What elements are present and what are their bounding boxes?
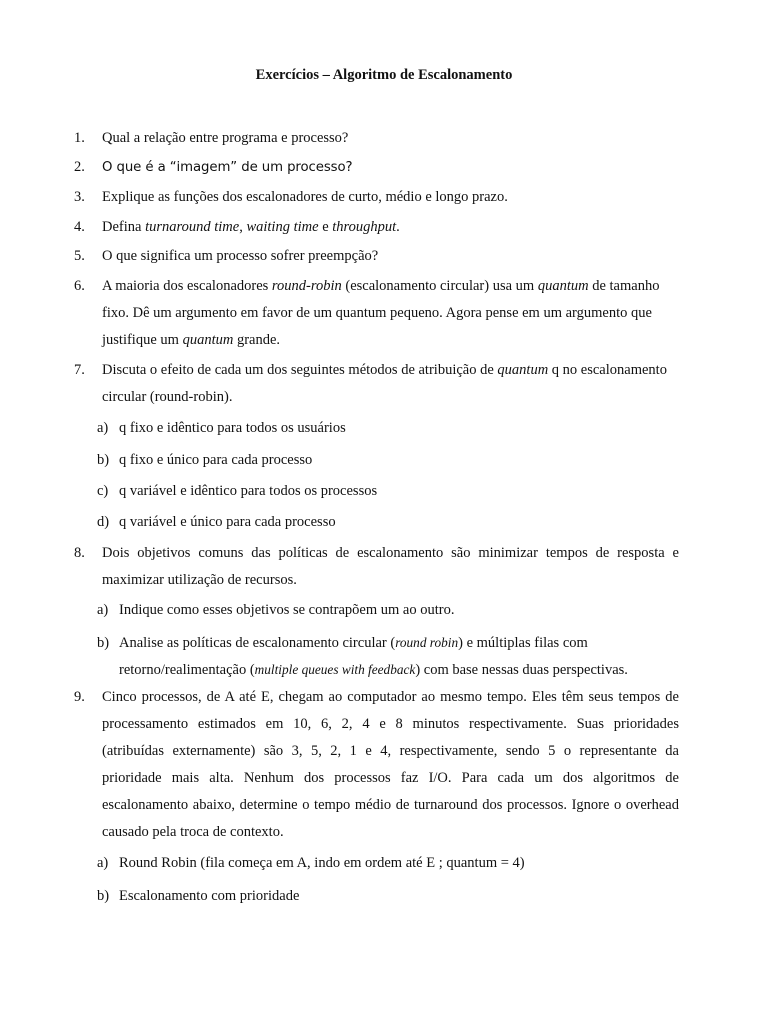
term-throughput: throughput [332,219,397,235]
question-6-number: 6. [74,278,85,294]
question-8-item-b-line-2 [119,662,628,679]
question-7-item-b-mark: b) [97,452,110,468]
question-7-item-d-text: q variável e único para cada processo [119,514,336,530]
question-9-item-a-mark: a) [97,855,109,871]
question-7-item-b-text: q fixo e único para cada processo [119,452,313,468]
question-5-number: 5. [74,248,85,264]
question-5-text: O que significa um processo sofrer preempção? [102,248,379,264]
question-8-line-2: maximizar utilização de recursos. [102,572,297,588]
question-2-number: 2. [74,159,85,175]
term-round-robin: round robin [395,635,459,650]
document-title: Exercícios – Algoritmo de Escalonamento [255,67,513,83]
question-7-item-a-text: q fixo e idêntico para todos os usuários [119,420,346,436]
question-4-pre: Defina [102,219,146,235]
q8-b1-a: Analise as políticas de escalonamento circular ( [119,635,396,651]
q8-b2-b: ) com base nessas duas perspectivas. [415,662,628,678]
question-8-item-a-text: Indique como esses objetivos se contrapõem um ao outro. [119,602,455,618]
question-7-item-c-text: q variável e idêntico para todos os processos [119,483,378,499]
q6-l1-c: de tamanho [588,278,660,294]
question-9-line-2: processamento estimados em 10, 6, 2, 4 e 8 minutos respectivamente. Suas prioridades [102,716,679,732]
q6-l1-b: (escalonamento circular) usa um [341,278,538,294]
question-3-number: 3. [74,189,85,205]
question-9-line-6: causado pela troca de contexto. [102,824,284,840]
question-6-line-3 [102,332,280,349]
term-quantum: quantum [497,362,549,378]
question-7-item-c-mark: c) [97,483,109,499]
question-7-line-2: circular (round-robin). [102,389,233,405]
q8-b2-a: retorno/realimentação ( [119,662,255,678]
term-quantum: quantum [182,332,234,348]
question-7-item-a-mark: a) [97,420,109,436]
question-4-number: 4. [74,219,85,235]
question-7-number: 7. [74,362,85,378]
term-round-robin: round-robin [271,278,342,294]
q6-l3-b: grande. [233,332,281,348]
question-9-item-b-mark: b) [97,888,110,904]
question-2-text: O que é a “imagem” de um processo? [102,160,353,175]
question-8-item-a-mark: a) [97,602,109,618]
question-9-item-a-text: Round Robin (fila começa em A, indo em ordem até E ; quantum = 4) [119,855,525,871]
question-6-line-2: fixo. Dê um argumento em favor de um quantum pequeno. Agora pense em um argumento que [102,305,652,321]
question-7-item-d-mark: d) [97,514,110,530]
term-turnaround-time: turnaround time [145,219,240,235]
question-9-number: 9. [74,689,85,705]
term-waiting-time: waiting time [246,219,319,235]
question-1-number: 1. [74,130,85,146]
question-9-line-1: Cinco processos, de A até E, chegam ao computador ao mesmo tempo. Eles têm seus tempos de [102,689,679,705]
q7-l1-a: Discuta o efeito de cada um dos seguintes métodos de atribuição de [102,362,498,378]
question-8-item-b-mark: b) [97,635,110,651]
term-quantum: quantum [537,278,589,294]
question-9-line-3: (atribuídas externamente) são 3, 5, 2, 1 e 4, respectivamente, sendo 5 o representante da [102,743,679,759]
question-9-line-4: prioridade mais alta. Nenhum dos processos faz I/O. Para cada um dos algoritmos de [102,770,679,786]
q6-l3-a: justifique um [102,332,183,348]
question-4-end: . [396,219,400,235]
q8-b1-b: ) e múltiplas filas com [458,635,588,651]
term-multiple-queues-with-feedback: multiple queues with feedback [254,662,416,677]
question-4-sep2: e [318,219,333,235]
question-3-text: Explique as funções dos escalonadores de curto, médio e longo prazo. [102,189,508,205]
question-8-line-1: Dois objetivos comuns das políticas de escalonamento são minimizar tempos de resposta e [102,545,679,561]
question-4-text [102,219,400,236]
question-4-sep1: , [239,219,247,235]
q6-l1-a: A maioria dos escalonadores [102,278,272,294]
q7-l1-b: q no escalonamento [548,362,667,378]
question-8-number: 8. [74,545,85,561]
question-9-item-b-text: Escalonamento com prioridade [119,888,300,904]
question-1-text: Qual a relação entre programa e processo? [102,130,349,146]
question-7-line-1 [102,362,667,379]
question-8-item-b-line-1 [119,635,588,652]
question-6-line-1 [102,278,659,295]
question-9-line-5: escalonamento abaixo, determine o tempo médio de turnaround dos processos. Ignore o overhead [102,797,679,813]
